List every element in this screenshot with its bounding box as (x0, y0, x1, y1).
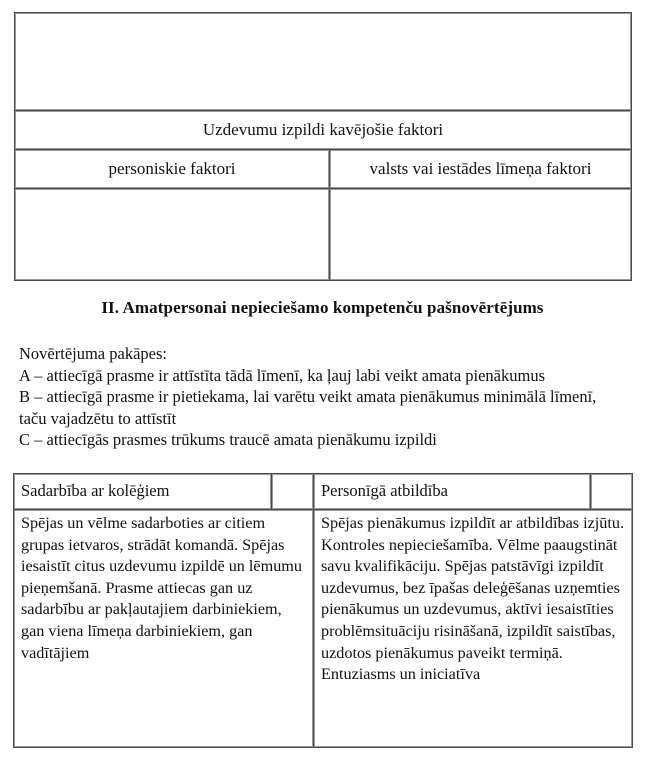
factors-column-header-personal (15, 150, 330, 189)
grading-scale-line-a: A – attiecīgā prasme ir attīstīta tādā līmenī, ka ļauj labi veikt amata pienākumus (19, 365, 546, 385)
grading-scale-line-b: B – attiecīgā prasme ir pietiekama, lai varētu veikt amata pienākumus minimālā līmenī, taču vajadzētu to attīstīt (19, 387, 601, 428)
competency-header-responsibility-text: Personīgā atbildība (321, 481, 448, 500)
section-heading: II. Amatpersonai nepieciešamo kompetenču pašnovērtējums (101, 298, 544, 317)
competency-mark-responsibility[interactable] (591, 474, 633, 510)
table-row (15, 13, 632, 111)
factors-column-header-personal-text: personiskie faktori (108, 159, 236, 178)
competency-header-responsibility (314, 474, 591, 510)
factors-column-header-institutional (330, 150, 632, 189)
competency-body-responsibility-text: Spējas pienākumus izpildīt ar atbildības izjūtu. Kontroles nepieciešamība. Vēlme paaugstināt savu kvalifikāciju. Spējas patstāvīgi izpildīt uzdevumus, bez īpašas deleģēšanas uzņemties pienākumus un uzdevumus, aktīvi iesaistīties problēmsituāciju risināšanā, izpildīt saistības, uzdotos pienākumus paveikt termiņā. Entuziasms un iniciatīva (321, 514, 625, 684)
grading-scale-block (19, 343, 619, 451)
grading-scale-line-c: C – attiecīgās prasmes trūkums traucē amata pienākumu izpildi (19, 430, 437, 449)
factors-title-cell (15, 111, 632, 150)
competency-body-responsibility (314, 510, 633, 748)
factors-blank-cell-personal[interactable] (15, 189, 330, 281)
competency-body-collaboration (14, 510, 314, 748)
table-row (15, 111, 632, 150)
table-row (14, 510, 633, 748)
factors-title-text: Uzdevumu izpildi kavējošie faktori (202, 120, 444, 139)
factors-blank-cell-institutional[interactable] (330, 189, 632, 281)
factors-column-header-institutional-text: valsts vai iestādes līmeņa faktori (369, 159, 592, 178)
factors-blank-top-cell[interactable] (15, 13, 632, 111)
table-row (14, 474, 633, 510)
competency-header-collaboration-text: Sadarbība ar kolēģiem (21, 481, 170, 500)
factors-table (14, 12, 632, 281)
competency-header-collaboration (14, 474, 272, 510)
grading-scale-title: Novērtējuma pakāpes: (19, 344, 167, 363)
table-row (15, 150, 632, 189)
table-row (15, 189, 632, 281)
competencies-table (13, 473, 633, 748)
competency-mark-collaboration[interactable] (272, 474, 314, 510)
competency-body-collaboration-text: Spējas un vēlme sadarboties ar citiem grupas ietvaros, strādāt komandā. Spējas iesaistīt citus uzdevumu izpildē un lēmumu pieņemšanā. Prasme attiecas gan uz sadarbību ar pakļautajiem darbiniekiem, gan viena līmeņa darbiniekiem, gan vadītājiem (21, 514, 302, 662)
